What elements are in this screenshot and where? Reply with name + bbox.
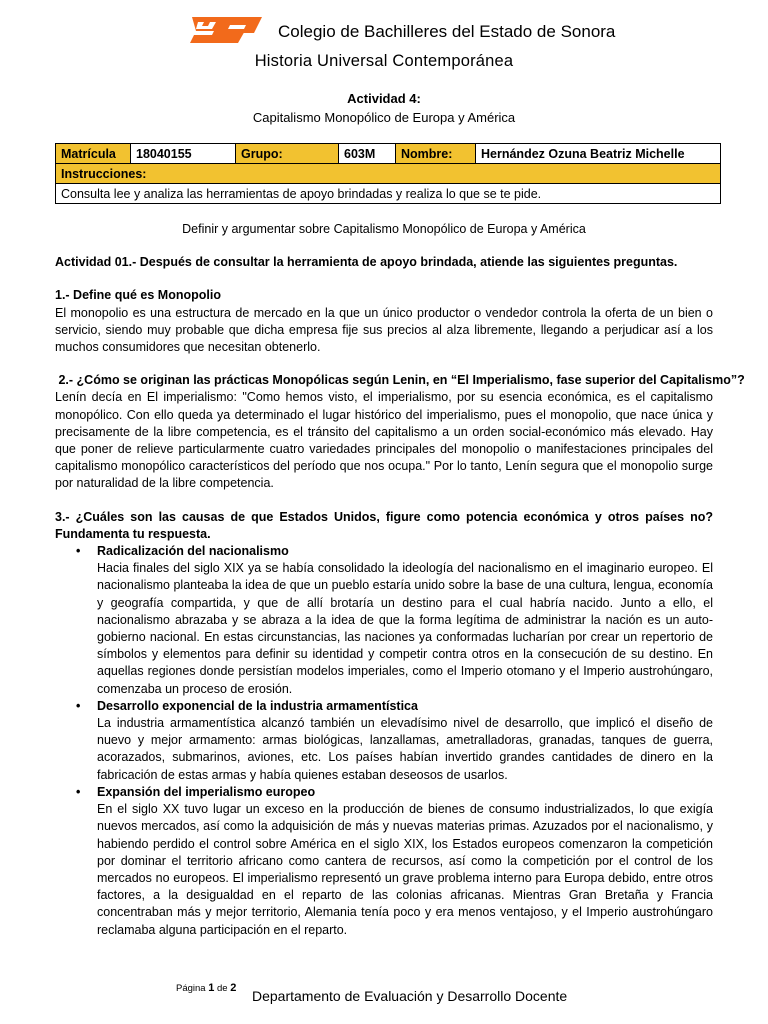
page-total: 2	[230, 982, 237, 994]
bullet-text: Hacia finales del siglo XIX ya se había consolidado la ideología del nacionalismo en el imaginario europeo. El nacionalismo planteaba la idea de que un pueblo estaría unido sobre la base de una cultura, lengua, economía y geografía compartida, y que de allí brotaría un destino para el cual habría nacido. Junto a ello, el nacionalismo abrazaba y se abraza a la idea de que la forma legítima de administrar la nación es un auto-gobierno nacional. En estas circunstancias, las naciones ya conformadas lucharían por crear un repertorio de símbolos y elementos para definir su identidad y competir contra otros en la consecución de su destino. En aquellas regiones donde persistían modelos imperiales, como el Imperio otomano y el Imperio austrohúngaro, comenzaba un proceso de erosión.	[97, 561, 713, 696]
bullet-item	[55, 698, 713, 715]
bullet-item	[55, 784, 713, 801]
page-label: Página	[176, 983, 206, 994]
bullet-text: En el siglo XX tuvo lugar un exceso en la producción de bienes de consumo industrializados, lo que exigía nuevos mercados, así como la adquisición de más y nuevas materias primas. Azuzados por el nacionalismo, y habiendo perdido el control sobre América en el siglo XIX, los Estados europeos comenzaron la competición por dominar el territorio africano como cantera de recursos, así como la competición por el control de los mercados no europeos. El imperialismo representó un grave problema interno para Europa debido, entre otros factores, a la desigualdad en el reparto de las colonias africanas. Mientras Gran Bretaña y Francia concentraban más y mejor territorio, Alemania tenía poco y era menos ventajoso, y el Imperio austrohúngaro reclamaba alguna participación en el reparto.	[97, 802, 713, 937]
instrucciones-text: Consulta lee y analiza las herramientas de apoyo brindadas y realiza lo que se te pide.	[56, 184, 721, 204]
student-info-table	[55, 143, 721, 204]
grupo-label: Grupo:	[236, 144, 339, 164]
bullet-title: Radicalización del nacionalismo	[97, 544, 289, 559]
nombre-value: Hernández Ozuna Beatriz Michelle	[476, 144, 721, 164]
bullet-title: Expansión del imperialismo europeo	[97, 784, 316, 799]
bullet-item	[55, 543, 713, 560]
page-of: de	[217, 983, 228, 994]
cobach-logo	[190, 15, 262, 45]
matricula-label: Matrícula	[56, 144, 131, 164]
page-number	[176, 982, 236, 994]
bullet-icon: •	[76, 784, 81, 799]
intro-line: Definir y argumentar sobre Capitalismo Monopólico de Europa y América	[182, 222, 586, 236]
nombre-label: Nombre:	[396, 144, 476, 164]
matricula-value: 18040155	[131, 144, 236, 164]
document-body	[55, 221, 745, 939]
bullet-icon: •	[76, 698, 81, 713]
question-1: 1.- Define qué es Monopolio	[55, 288, 221, 303]
grupo-value: 603M	[339, 144, 396, 164]
answer-2: Lenín decía en El imperialismo: "Como hemos visto, el imperialismo, por su esencia económica, es el capitalismo monopólico. Con ello queda ya determinado el lugar histórico del imperialismo, pues el monopolio, que nace única y precisamente de la libre competencia, es el tránsito del capitalismo a un orden social-económico más elevado. Hay que poner de relieve particularmente cuatro variedades principales del monopolio o manifestaciones principales del capitalismo monopólico característicos del período que nos ocupa." Por lo tanto, Lenín segura que el monopolio surge por naturalidad de la libre competencia.	[55, 390, 713, 491]
subject-title: Historia Universal Contemporánea	[254, 52, 514, 70]
question-3: 3.- ¿Cuáles son las causas de que Estados Unidos, figure como potencia económica y otros países no? Fundamenta tu respuesta.	[55, 509, 713, 541]
answer-1: El monopolio es una estructura de mercado en la que un único productor o vendedor controla la oferta de un bien o servicio, siendo muy probable que dicha empresa fije sus precios al alza libremente, llegando a perjudicar así a los muchos consumidores que necesitan obtenerlo.	[55, 305, 713, 355]
activity-heading: Actividad 01.- Después de consultar la herramienta de apoyo brindada, atiende las siguientes preguntas.	[55, 255, 678, 270]
department-name: Departamento de Evaluación y Desarrollo Docente	[252, 988, 568, 1004]
activity-subtitle: Capitalismo Monopólico de Europa y América	[252, 110, 516, 125]
question-2: 2.- ¿Cómo se originan las prácticas Monopólicas según Lenin, en “El Imperialismo, fase superior del Capitalismo”?	[55, 373, 745, 388]
bullet-title: Desarrollo exponencial de la industria armamentística	[97, 698, 418, 713]
school-name: Colegio de Bachilleres del Estado de Sonora	[278, 22, 616, 41]
page-current: 1	[208, 982, 215, 994]
bullet-text: La industria armamentística alcanzó también un elevadísimo nivel de desarrollo, que implicó el diseño de nuevo y mejor armamento: armas biológicas, lanzallamas, ametralladoras, granadas, tanques de guerra, acorazados, submarinos, aviones, etc. Los países habían invertido grandes cantidades de dinero en la fabricación de estas armas y había quienes estaban deseosos de usarlos.	[97, 716, 713, 782]
activity-title: Actividad 4:	[347, 91, 421, 106]
bullet-icon: •	[76, 544, 81, 559]
instrucciones-label: Instrucciones:	[56, 164, 721, 184]
